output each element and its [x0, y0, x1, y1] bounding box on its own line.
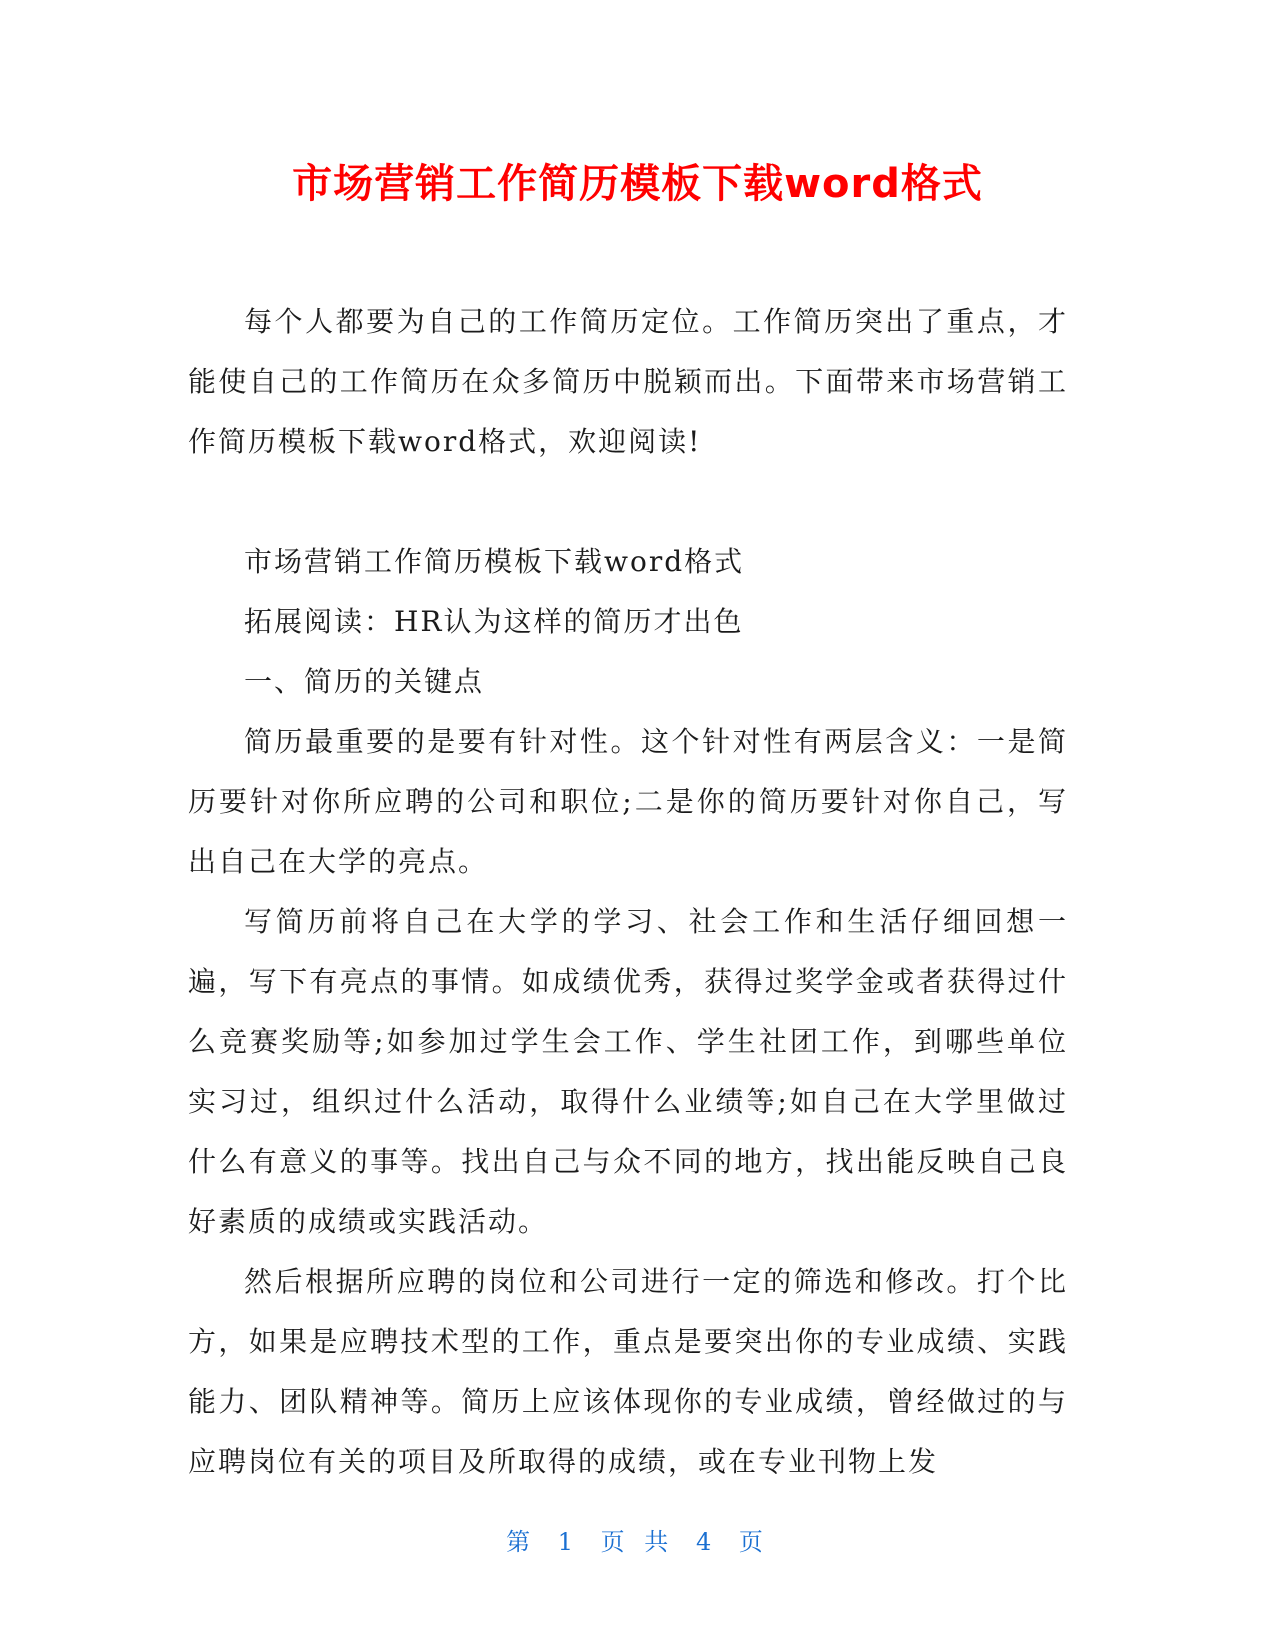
paragraph-spacer — [188, 472, 1068, 532]
current-page-number: 1 — [557, 1528, 580, 1556]
extended-reading-line: 拓展阅读：HR认为这样的简历才出色 — [244, 605, 744, 638]
body-paragraph: 然后根据所应聘的岗位和公司进行一定的筛选和修改。打个比方，如果是应聘技术型的工作，重点是要突出你的专业成绩、实践能力、团队精神等。简历上应该体现你的专业成绩，曾经做过的与应聘岗位有关的项目及所取得的成绩，或在专业刊物上发 — [188, 1265, 1068, 1478]
body-paragraph: 写简历前将自己在大学的学习、社会工作和生活仔细回想一遍，写下有亮点的事情。如成绩优秀，获得过奖学金或者获得过什么竞赛奖励等;如参加过学生会工作、学生社团工作，到哪些单位实习过，组织过什么活动，取得什么业绩等;如自己在大学里做过什么有意义的事等。找出自己与众不同的地方，找出能反映自己良好素质的成绩或实践活动。 — [188, 905, 1068, 1238]
footer-middle: 页 共 — [600, 1528, 675, 1556]
section-heading: 市场营销工作简历模板下载word格式 — [244, 545, 745, 578]
intro-paragraph: 每个人都要为自己的工作简历定位。工作简历突出了重点，才能使自己的工作简历在众多简历中脱颖而出。下面带来市场营销工作简历模板下载word格式，欢迎阅读! — [188, 305, 1068, 458]
document-title: 市场营销工作简历模板下载word格式 — [292, 161, 983, 207]
subsection-heading: 一、简历的关键点 — [244, 665, 485, 698]
footer-suffix: 页 — [738, 1528, 769, 1556]
footer-prefix: 第 — [506, 1528, 537, 1556]
body-paragraph: 简历最重要的是要有针对性。这个针对性有两层含义：一是简历要针对你所应聘的公司和职位;二是你的简历要针对你自己，写出自己在大学的亮点。 — [188, 725, 1068, 878]
document-body — [188, 292, 1068, 1492]
total-page-count: 4 — [695, 1528, 718, 1556]
page-number-footer — [0, 1526, 1275, 1558]
